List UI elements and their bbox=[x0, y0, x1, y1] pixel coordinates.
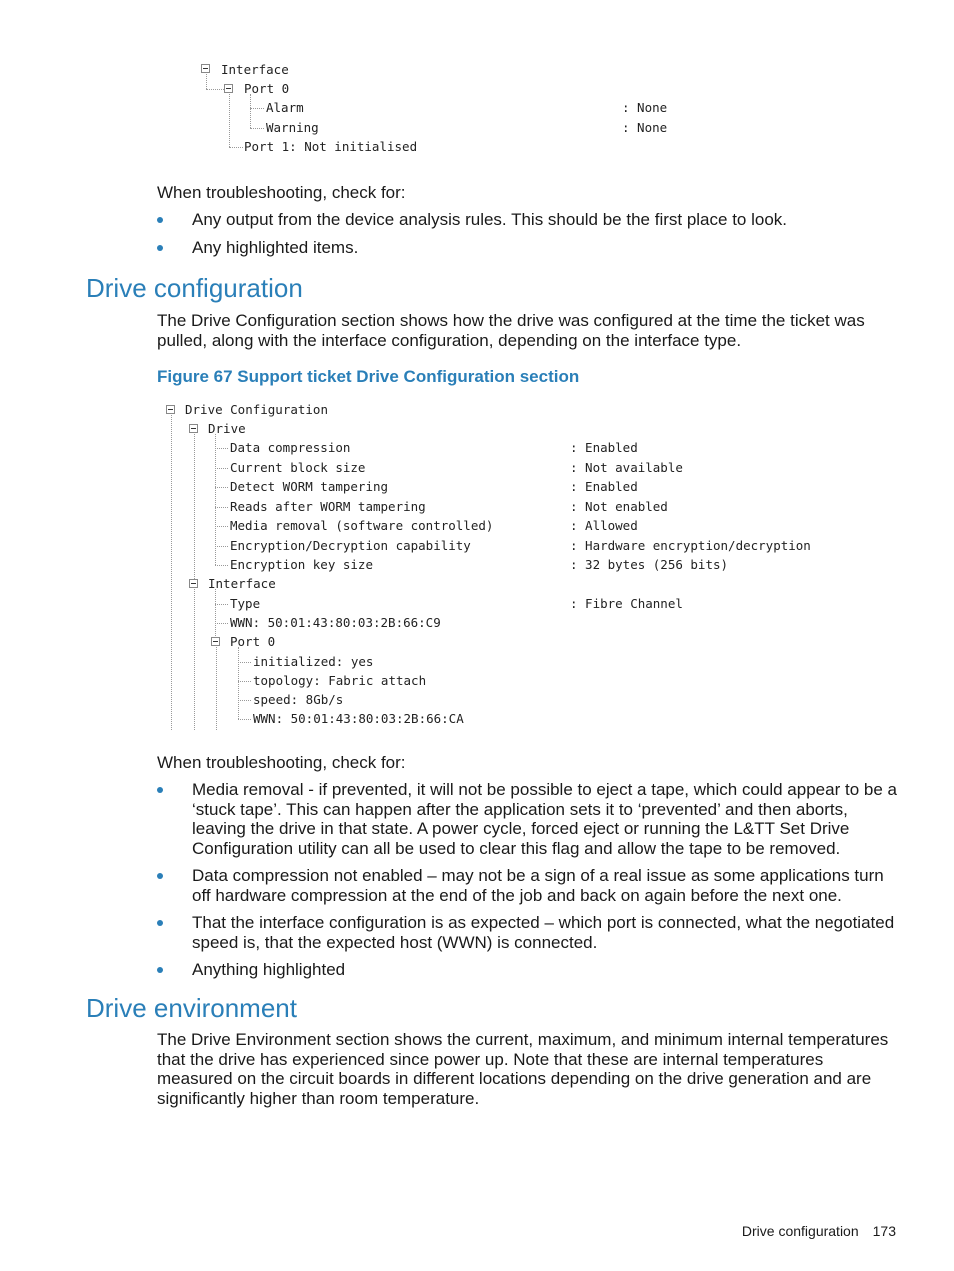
tree-node-port-property: WWN: 50:01:43:80:03:2B:66:CA bbox=[253, 711, 464, 726]
section-heading-drive-configuration: Drive configuration bbox=[86, 273, 303, 303]
list-item: Any output from the device analysis rules. This should be the first place to look. bbox=[157, 210, 899, 230]
troubleshoot-list-1 bbox=[157, 210, 899, 265]
bullet-icon bbox=[157, 787, 163, 793]
tree-node-setting: Encryption key size bbox=[230, 557, 373, 572]
section-heading-drive-environment: Drive environment bbox=[86, 993, 297, 1023]
tree-value-setting: : Not enabled bbox=[570, 499, 668, 514]
collapse-toggle-icon[interactable] bbox=[189, 579, 198, 588]
tree-node-drive: Drive bbox=[208, 421, 246, 436]
tree-node-port-property: initialized: yes bbox=[253, 654, 374, 669]
tree-value-setting: : Enabled bbox=[570, 440, 638, 455]
list-item: Any highlighted items. bbox=[157, 238, 899, 258]
tree-node-port-0: Port 0 bbox=[230, 634, 276, 649]
tree-node-port-1: Port 1: Not initialised bbox=[244, 139, 418, 154]
collapse-toggle-icon[interactable] bbox=[201, 64, 210, 73]
tree-node-setting: Reads after WORM tampering bbox=[230, 499, 426, 514]
tree-node-type: Type bbox=[230, 596, 261, 611]
list-item: That the interface configuration is as expected – which port is connected, what the negotiated speed is, that the expected host (WWN) is connected. bbox=[157, 913, 899, 952]
tree-node-port-property: topology: Fabric attach bbox=[253, 673, 427, 688]
tree-value-setting: : Not available bbox=[570, 460, 683, 475]
tree-node-setting: Detect WORM tampering bbox=[230, 479, 389, 494]
tree-value-setting: : 32 bytes (256 bits) bbox=[570, 557, 729, 572]
tree-node-interface: Interface bbox=[208, 576, 276, 591]
tree-node-setting: Data compression bbox=[230, 440, 351, 455]
troubleshoot-intro-1: When troubleshooting, check for: bbox=[157, 183, 406, 202]
drive-configuration-body: The Drive Configuration section shows how the drive was configured at the time the ticket was pulled, along with the interface configuration, depending on the interface type. bbox=[157, 311, 865, 350]
tree-value-type: : Fibre Channel bbox=[570, 596, 683, 611]
footer-section-title: Drive configuration bbox=[741, 1223, 859, 1239]
tree-node-port-0: Port 0 bbox=[244, 81, 290, 96]
bullet-icon bbox=[157, 245, 163, 251]
page-footer bbox=[728, 1223, 896, 1239]
tree-value-alarm: : None bbox=[622, 100, 668, 115]
list-item: Anything highlighted bbox=[157, 960, 899, 980]
tree-value-setting: : Hardware encryption/decryption bbox=[570, 538, 811, 553]
tree-node-port-property: speed: 8Gb/s bbox=[253, 692, 344, 707]
tree-node-interface: Interface bbox=[221, 62, 289, 77]
bullet-icon bbox=[157, 873, 163, 879]
list-item: Data compression not enabled – may not be a sign of a real issue as some applications turn off hardware compression at the end of the job and back on again before the next one. bbox=[157, 866, 899, 905]
tree-node-setting: Current block size bbox=[230, 460, 366, 475]
tree-value-setting: : Allowed bbox=[570, 518, 638, 533]
collapse-toggle-icon[interactable] bbox=[189, 424, 198, 433]
collapse-toggle-icon[interactable] bbox=[211, 637, 220, 646]
collapse-toggle-icon[interactable] bbox=[166, 405, 175, 414]
drive-environment-body: The Drive Environment section shows the current, maximum, and minimum internal temperatures that the drive has experienced since power up. Note that these are internal temperatures measured on the circuit boards in different locations depending on the drive generation and are significantly higher than room temperature. bbox=[157, 1030, 889, 1108]
tree-node-wwn: WWN: 50:01:43:80:03:2B:66:C9 bbox=[230, 615, 441, 630]
list-item: Media removal - if prevented, it will not be possible to eject a tape, which could appear to be a ‘stuck tape’. This can happen after the application sets it to ‘prevented’ and then aborts, leaving the drive in that state. A power cycle, forced eject or running the L&TT Set Drive Configuration utility can all be used to clear this flag and allow the tape to be removed. bbox=[157, 780, 899, 858]
tree-value-setting: : Enabled bbox=[570, 479, 638, 494]
tree-node-setting: Media removal (software controlled) bbox=[230, 518, 494, 533]
tree-value-warning: : None bbox=[622, 120, 668, 135]
figure-caption: Figure 67 Support ticket Drive Configuration section bbox=[157, 367, 580, 386]
troubleshoot-intro-2: When troubleshooting, check for: bbox=[157, 753, 406, 772]
page-number: 173 bbox=[872, 1223, 896, 1239]
bullet-icon bbox=[157, 217, 163, 223]
tree-node-alarm: Alarm bbox=[266, 100, 304, 115]
tree-node-warning: Warning bbox=[266, 120, 319, 135]
bullet-icon bbox=[157, 920, 163, 926]
tree-node-setting: Encryption/Decryption capability bbox=[230, 538, 471, 553]
collapse-toggle-icon[interactable] bbox=[224, 84, 233, 93]
tree-node-drive-configuration: Drive Configuration bbox=[185, 402, 328, 417]
bullet-icon bbox=[157, 967, 163, 973]
troubleshoot-list-2 bbox=[157, 780, 899, 988]
